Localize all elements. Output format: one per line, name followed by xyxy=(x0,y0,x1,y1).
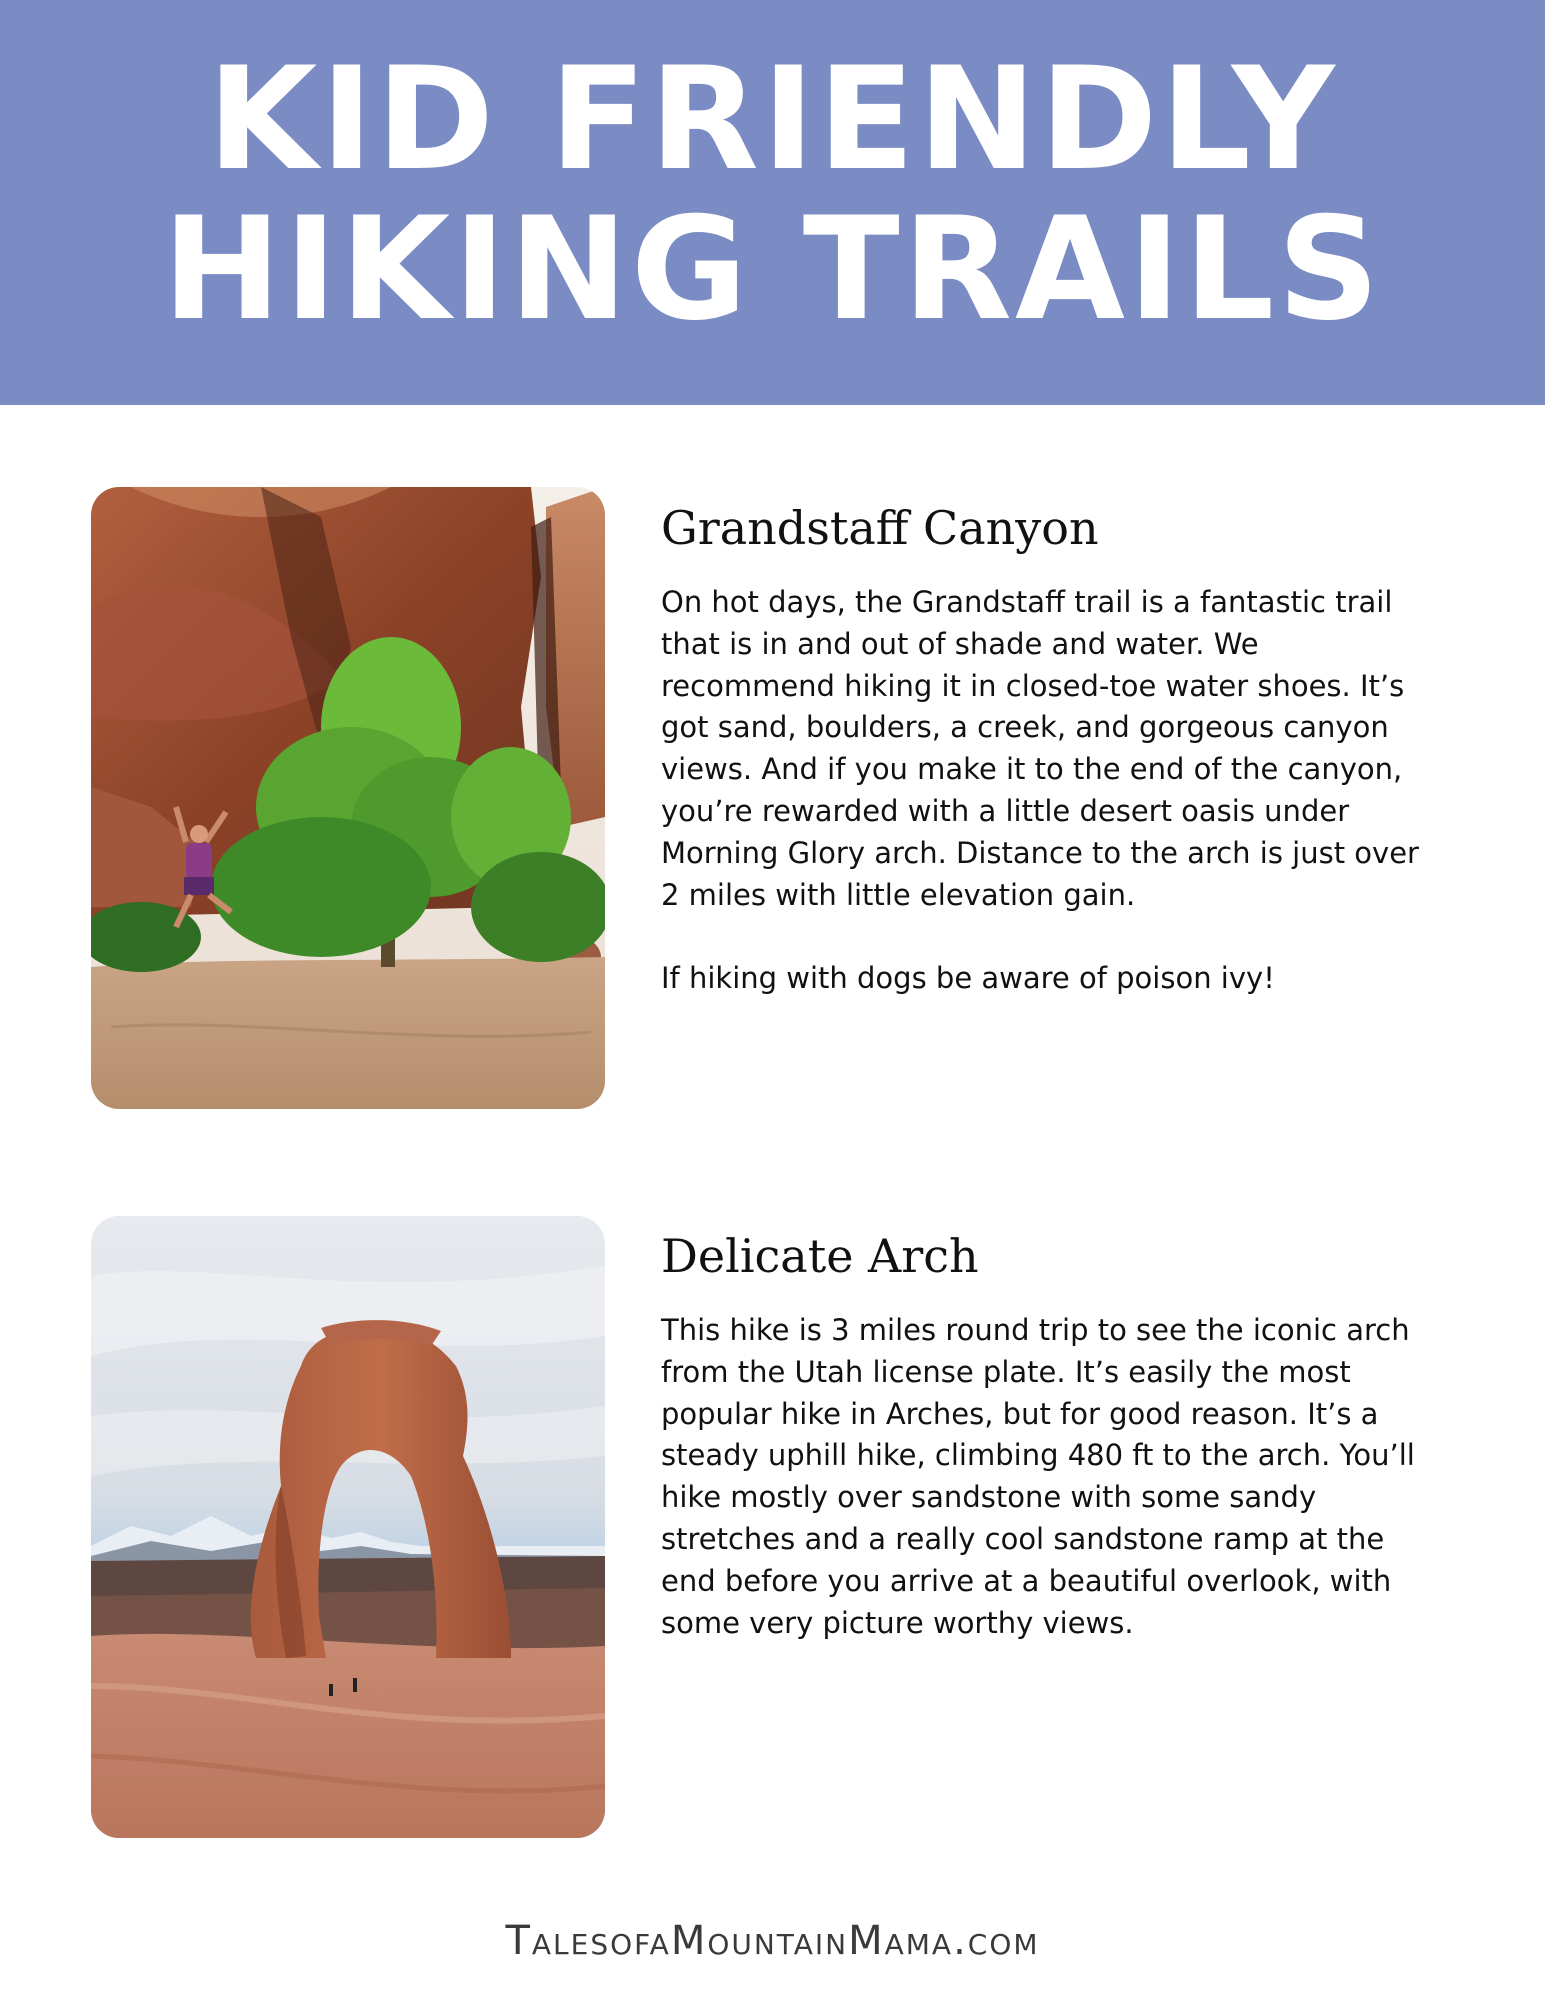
trail-description-delicate-arch xyxy=(661,1310,1421,1644)
page-title-line-1: KID FRIENDLY xyxy=(207,37,1338,202)
footer-site-link[interactable]: TalesofaMountainMama.com xyxy=(505,1918,1040,1964)
header-banner xyxy=(0,0,1545,405)
grandstaff-canyon-photo xyxy=(91,487,605,1109)
delicate-arch-photo xyxy=(91,1216,605,1838)
trail-paragraph: If hiking with dogs be aware of poison ivy! xyxy=(661,961,1275,996)
page-title-line-2: HIKING TRAILS xyxy=(162,187,1383,352)
trail-paragraph: On hot days, the Grandstaff trail is a fantastic trail that is in and out of shade and water. We recommend hiking it in closed-toe water shoes. It’s got sand, boulders, a creek, and gorgeous canyon views. And if you make it to the end of the canyon, you’re rewarded with a little desert oasis under Morning Glory arch. Distance to the arch is just over 2 miles with little elevation gain. xyxy=(661,585,1419,912)
trail-heading-grandstaff-canyon: Grandstaff Canyon xyxy=(661,501,1099,555)
trail-paragraph: This hike is 3 miles round trip to see the iconic arch from the Utah license plate. It’s easily the most popular hike in Arches, but for good reason. It’s a steady uphill hike, climbing 480 ft to the arch. You’ll hike mostly over sandstone with some sandy stretches and a really cool sandstone ramp at the end before you arrive at a beautiful overlook, with some very picture worthy views. xyxy=(661,1313,1415,1640)
trail-heading-delicate-arch: Delicate Arch xyxy=(661,1229,979,1283)
trail-description-grandstaff-canyon xyxy=(661,582,1421,1000)
